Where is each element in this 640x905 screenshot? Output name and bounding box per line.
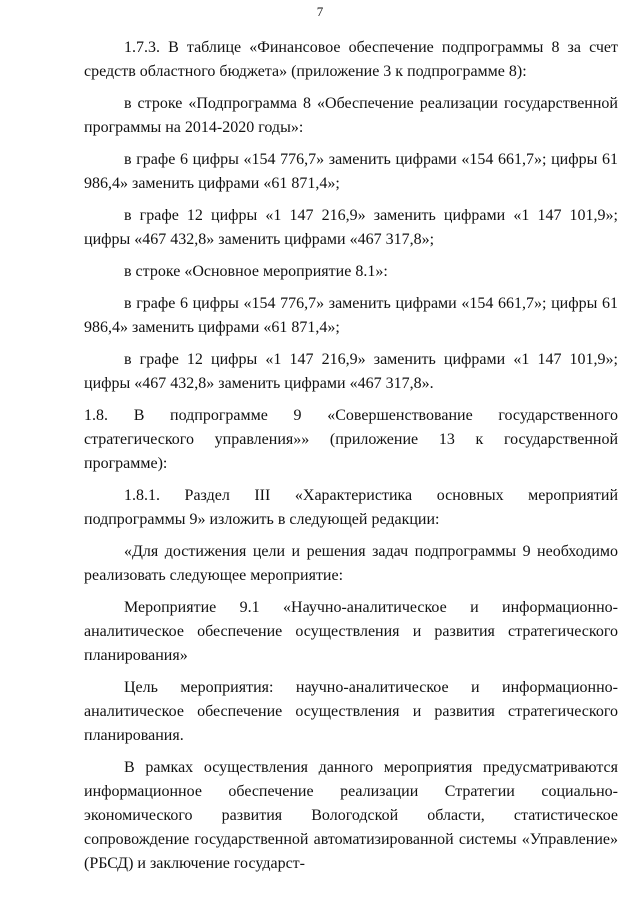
document-body xyxy=(84,36,618,884)
paragraph: В рамках осуществления данного мероприятия предусматриваются информационное обеспечение реализации Стратегии социально-экономического развития Вологодской области, статистическое сопровождение государственной автоматизированной системы «Управление» (РБСД) и заключение государст- xyxy=(84,759,618,872)
paragraph: «Для достижения цели и решения задач подпрограммы 9 необходимо реализовать следующее мероприятие: xyxy=(84,543,618,584)
paragraph: Мероприятие 9.1 «Научно-аналитическое и информационно-аналитическое обеспечение осуществления и развития стратегического планирования» xyxy=(84,599,618,664)
paragraph: в строке «Подпрограмма 8 «Обеспечение реализации государственной программы на 2014-2020 годы»: xyxy=(84,95,618,136)
paragraph: 1.8. В подпрограмме 9 «Совершенствование государственного стратегического управления»» (приложение 13 к государственной программе): xyxy=(84,407,618,472)
paragraph: в графе 12 цифры «1 147 216,9» заменить цифрами «1 147 101,9»; цифры «467 432,8» заменить цифрами «467 317,8». xyxy=(84,351,618,392)
page-number: 7 xyxy=(316,4,324,19)
paragraph: 1.8.1. Раздел III «Характеристика основных мероприятий подпрограммы 9» изложить в следующей редакции: xyxy=(84,487,618,528)
paragraph: в графе 6 цифры «154 776,7» заменить цифрами «154 661,7»; цифры 61 986,4» заменить цифрами «61 871,4»; xyxy=(84,295,618,336)
paragraph: Цель мероприятия: научно-аналитическое и информационно-аналитическое обеспечение осуществления и развития стратегического планирования. xyxy=(84,679,618,744)
paragraph: в графе 6 цифры «154 776,7» заменить цифрами «154 661,7»; цифры 61 986,4» заменить цифрами «61 871,4»; xyxy=(84,151,618,192)
paragraph: в строке «Основное мероприятие 8.1»: xyxy=(124,263,388,280)
paragraph: в графе 12 цифры «1 147 216,9» заменить цифрами «1 147 101,9»; цифры «467 432,8» заменить цифрами «467 317,8»; xyxy=(84,207,618,248)
paragraph: 1.7.3. В таблице «Финансовое обеспечение подпрограммы 8 за счет средств областного бюджета» (приложение 3 к подпрограмме 8): xyxy=(84,39,618,80)
